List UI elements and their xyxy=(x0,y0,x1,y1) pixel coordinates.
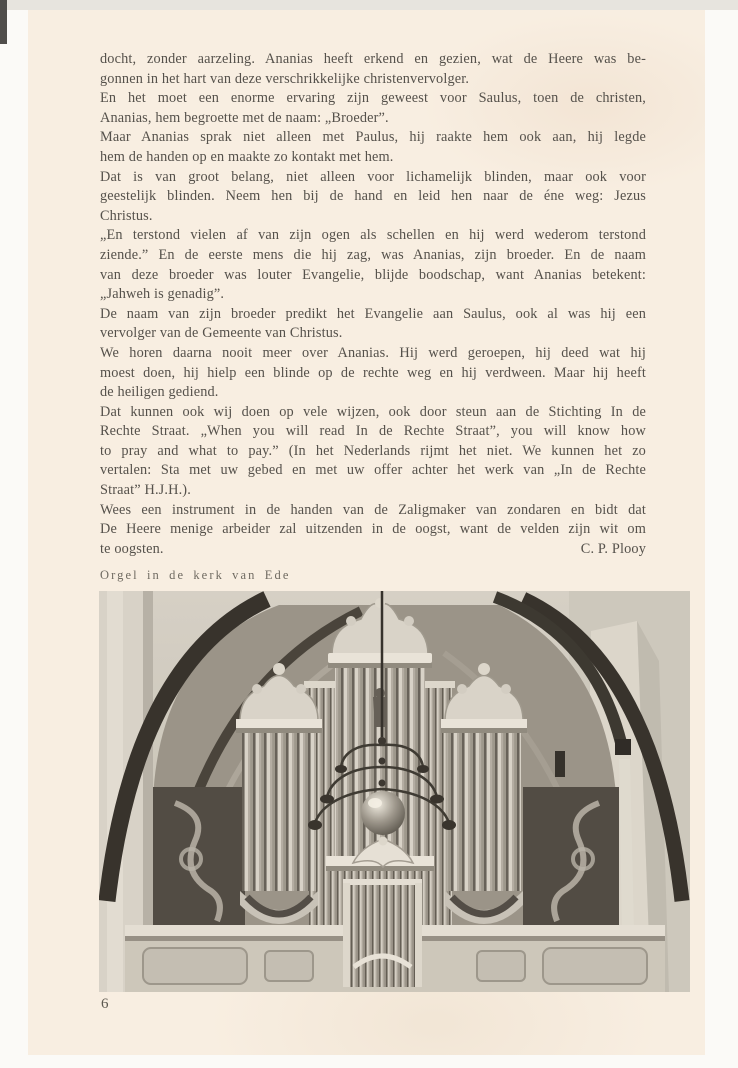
book-page xyxy=(28,10,705,1055)
text-line: moest doen, hij hielp een blinde op de rechte weg en hij verdween. Maar hij heeft xyxy=(100,364,646,381)
author-name: C. P. Plooy xyxy=(580,540,646,557)
text-line: We horen daarna nooit meer over Ananias. Hij werd geroepen, hij deed wat hij xyxy=(100,344,646,361)
text-line: hem de handen op en maakte zo kontakt met hem. xyxy=(100,148,394,165)
text-line: Christus. xyxy=(100,207,153,224)
text-line: Dat kunnen ook wij doen op vele wijzen, ook door steun aan de Stichting In de xyxy=(100,403,646,420)
scan-artifact-corner xyxy=(0,0,7,44)
article-text xyxy=(100,50,646,559)
text-line: Ananias, hem begroette met de naam: „Broeder”. xyxy=(100,109,389,126)
text-line: Maar Ananias sprak niet alleen met Paulus, hij raakte hem ook aan, hij legde xyxy=(100,129,646,146)
text-line: van deze broeder was louter Evangelie, blijde boodschap, want Ananias betekent: xyxy=(100,266,646,283)
text-line: to pray and what to pay.” (In het Nederlands rijmt het niet. We kunnen het zo xyxy=(100,442,646,459)
text-line: gonnen in het hart van deze verschrikkelijke christenvervolger. xyxy=(100,70,470,87)
photo-tint xyxy=(99,591,690,992)
organ-photo xyxy=(99,591,690,992)
article-lines xyxy=(100,50,646,540)
text-line: Rechte Straat. „When you will read In de Rechte Straat”, you will know how xyxy=(100,423,646,440)
text-line: geestelijk blinden. Neem hen bij de hand en leid hen naar de éne weg: Jezus xyxy=(100,188,646,205)
text-line: vervolger van de Gemeente van Christus. xyxy=(100,325,343,342)
photo-caption: Orgel in de kerk van Ede xyxy=(100,568,291,582)
text-line: „En terstond vielen af van zijn ogen als schellen en hij werd wederom terstond xyxy=(100,227,646,244)
text-line: ziende.” En de eerste mens die hij zag, was Ananias, zijn broeder. En de naam xyxy=(100,246,646,263)
text-line: vertalen: Sta met uw gebed en met uw offer achter het werk van „In de Rechte xyxy=(100,462,646,479)
signature-line xyxy=(100,540,646,560)
page-number: 6 xyxy=(101,996,109,1012)
signature-left-text: te oogsten. xyxy=(100,540,164,557)
scan-edge-top xyxy=(0,0,738,10)
text-line: En het moet een enorme ervaring zijn geweest voor Saulus, toen de christen, xyxy=(100,90,646,107)
text-line: docht, zonder aarzeling. Ananias heeft erkend en gezien, wat de Heere was be- xyxy=(100,51,646,67)
organ-photo-illustration xyxy=(99,591,690,992)
text-line: de heiligen gediend. xyxy=(100,384,219,401)
text-line: De Heere menige arbeider zal uitzenden in de oogst, want de velden zijn wit om xyxy=(100,521,646,538)
text-line: De naam van zijn broeder predikt het Evangelie aan Saulus, ook al was hij een xyxy=(100,305,646,322)
text-line: Dat is van groot belang, niet alleen voor lichamelijk blinden, maar ook voor xyxy=(100,168,646,185)
text-line: Straat” H.J.H.). xyxy=(100,482,191,499)
text-line: Wees een instrument in de handen van de Zaligmaker van zondaren en bidt dat xyxy=(100,501,646,518)
text-line: „Jahweh is genadig”. xyxy=(100,286,225,303)
